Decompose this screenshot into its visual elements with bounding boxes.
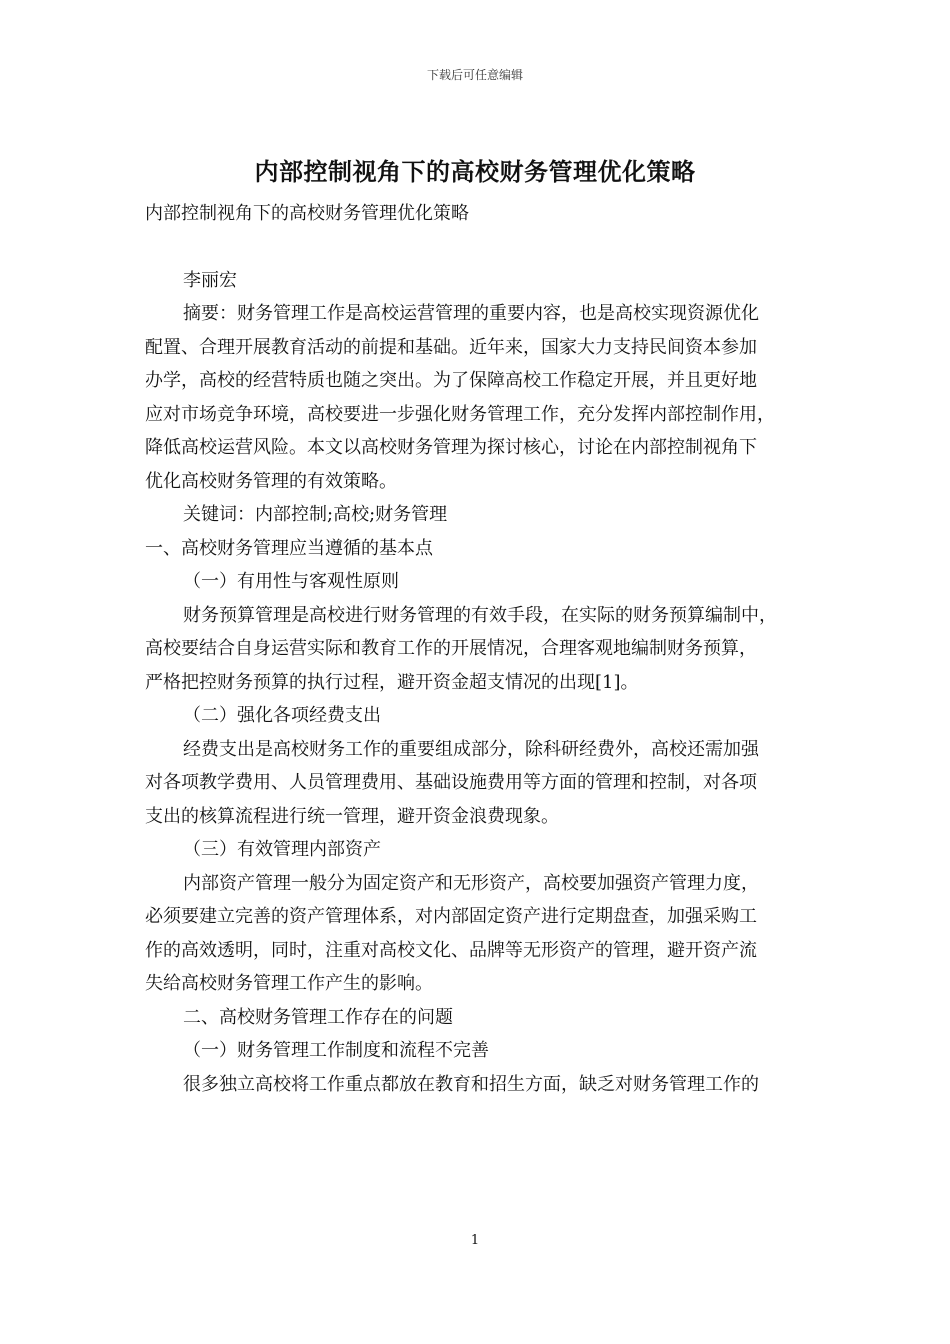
- keywords: 关键词：内部控制;高校;财务管理: [183, 504, 448, 525]
- paragraph-line: 严格把控财务预算的执行过程，避开资金超支情况的出现[1]。: [145, 671, 639, 693]
- paragraph-line: 支出的核算流程进行统一管理，避开资金浪费现象。: [145, 805, 559, 827]
- paragraph-line: 经费支出是高校财务工作的重要组成部分，除科研经费外，高校还需加强: [183, 738, 759, 760]
- document-body: [145, 197, 817, 1101]
- abstract-line: 降低高校运营风险。本文以高校财务管理为探讨核心，讨论在内部控制视角下: [145, 437, 757, 458]
- page-number: 1: [470, 1233, 480, 1248]
- section-heading: 一、高校财务管理应当遵循的基本点: [145, 537, 433, 559]
- paragraph-line: 作的高效透明，同时，注重对高校文化、品牌等无形资产的管理，避开资产流: [145, 939, 757, 961]
- paragraph-line: 高校要结合自身运营实际和教育工作的开展情况，合理客观地编制财务预算，: [145, 638, 757, 659]
- abstract-line: 应对市场竞争环境，高校要进一步强化财务管理工作，充分发挥内部控制作用，: [145, 403, 775, 425]
- abstract: [145, 297, 817, 498]
- subsection-heading: （二）强化各项经费支出: [183, 705, 381, 726]
- section-heading: 二、高校财务管理工作存在的问题: [183, 1006, 453, 1028]
- abstract-line: 优化高校财务管理的有效策略。: [145, 470, 397, 492]
- paragraph-line: 财务预算管理是高校进行财务管理的有效手段，在实际的财务预算编制中，: [183, 604, 777, 626]
- abstract-line: 摘要：财务管理工作是高校运营管理的重要内容，也是高校实现资源优化: [183, 303, 759, 324]
- header-note: 下载后可任意编辑: [426, 68, 523, 82]
- abstract-line: 配置、合理开展教育活动的前提和基础。近年来，国家大力支持民间资本参加: [145, 336, 757, 358]
- author-name: 李丽宏: [183, 269, 237, 291]
- paragraph-line: 很多独立高校将工作重点都放在教育和招生方面，缺乏对财务管理工作的: [183, 1073, 759, 1095]
- paragraph-line: 对各项教学费用、人员管理费用、基础设施费用等方面的管理和控制，对各项: [145, 772, 757, 793]
- document-subtitle: 内部控制视角下的高校财务管理优化策略: [145, 203, 469, 224]
- subsection-heading: （三）有效管理内部资产: [183, 839, 381, 860]
- paragraph-line: 必须要建立完善的资产管理体系，对内部固定资产进行定期盘查，加强采购工: [145, 906, 757, 927]
- subsection-heading: （一）财务管理工作制度和流程不完善: [183, 1040, 489, 1061]
- paragraph-line: 失给高校财务管理工作产生的影响。: [145, 973, 433, 994]
- abstract-line: 办学，高校的经营特质也随之突出。为了保障高校工作稳定开展，并且更好地: [145, 370, 757, 391]
- subsection-heading: （一）有用性与客观性原则: [183, 571, 399, 592]
- document-title: 内部控制视角下的高校财务管理优化策略: [254, 157, 696, 186]
- paragraph-line: 内部资产管理一般分为固定资产和无形资产，高校要加强资产管理力度，: [183, 872, 759, 894]
